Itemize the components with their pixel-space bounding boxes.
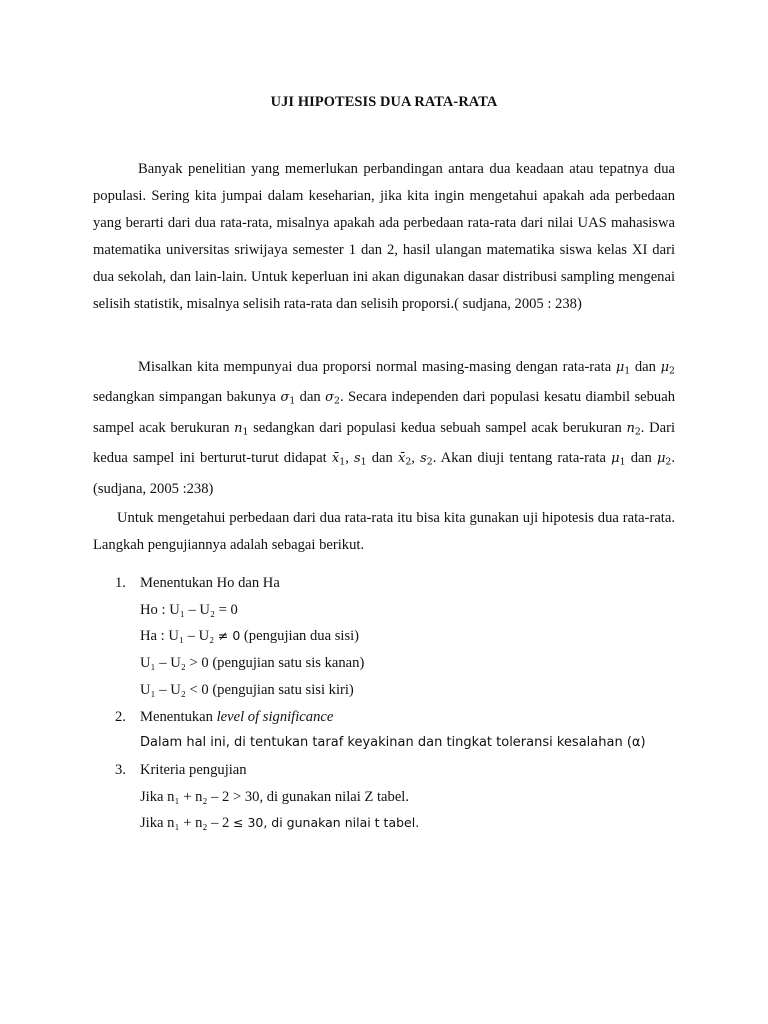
math-n-2: $n_2$ [626,420,641,438]
ho-line: Ho : U₁ – U₂ = 0 [140,601,238,618]
criteria-line-1: Jika n₁ + n₂ – 2 > 30, di gunakan nilai Z tabel. [140,788,410,805]
significance-detail: Dalam hal ini, di tentukan taraf keyakinan dan tingkat toleransi kesalahan (α) [140,735,646,751]
math-mu-1b: $\mu_1$ [611,451,626,468]
list-item-3: 3. Kriteria pengujian Jika n₁ + n₂ – 2 > 30, di gunakan nilai Z tabel. Jika n₁ + n₂ – 2 ≤ 30, di gunakan nilai t tabel. [115,757,675,837]
math-n-1: $n_1$ [234,420,249,438]
math-mu-2b: $\mu_2$ [656,451,672,468]
document-title: UJI HIPOTESIS DUA RATA-RATA [270,94,498,110]
math-sigma-1: $\sigma_1$ [280,390,296,407]
steps-list [115,570,675,837]
math-mu-2: $\mu_2$ [660,360,675,377]
math-xbar-2: $x̄_2$ [397,451,412,468]
criteria-line-2: Jika n₁ + n₂ – 2 ≤ 30, di gunakan nilai t tabel. [140,815,420,832]
list-item-2: 2. Menentukan level of significance Dalam hal ini, di tentukan taraf keyakinan dan tingkat toleransi kesalahan (α) [115,704,675,757]
right-tail-line: U₁ – U₂ > 0 (pengujian satu sis kanan) [140,655,365,672]
left-tail-line: U₁ – U₂ < 0 (pengujian satu sisi kiri) [140,681,354,698]
paragraph-steps-intro: Untuk mengetahui perbedaan dari dua rata-rata itu bisa kita gunakan uji hipotesis dua rata-rata. Langkah pengujiannya adalah sebagai berikut. [93,510,675,554]
ha-line: Ha : U₁ – U₂ ≠ 0 (pengujian dua sisi) [140,628,360,645]
math-s-1: $s_1$ [353,451,367,468]
math-xbar-1: $x̄_1$ [331,451,346,468]
math-sigma-2: $\sigma_2$ [325,390,340,407]
list-item-1: 1. Menentukan Ho dan Ha Ho : U₁ – U₂ = 0 Ha : U₁ – U₂ ≠ 0 (pengujian dua sisi) U₁ – U₂ > 0 (pengujian satu sis kanan) U₁ – U₂ < 0 (pengujian satu sisi kiri) [115,570,675,704]
paragraph-notation: Misalkan kita mempunyai dua proporsi normal masing-masing dengan rata-rata $\mu_1$ dan $\mu_2$ sedangkan simpangan bakunya $\sigma_1$ dan $\sigma_2$. Secara independen dari populasi kesatu diambil sebuah sampel acak berukuran $n_1$ sedangkan dari populasi kedua sebuah sampel acak berukuran $n_2$. Dari kedua sampel ini berturut-turut didapat $x̄_1$, $s_1$ dan $x̄_2$, $s_2$. Akan diuji tentang rata-rata $\mu_1$ dan $\mu_2$. (sudjana, 2005 :238) [93,359,676,497]
math-s-2: $s_2$ [420,451,433,468]
paragraph-intro: Banyak penelitian yang memerlukan perbandingan antara dua keadaan atau tepatnya dua populasi. Sering kita jumpai dalam keseharian, jika kita ingin mengetahui apakah ada perbedaan yang berarti dari dua rata-rata, misalnya apakah ada perbedaan rata-rata dari nilai UAS mahasiswa matematika universitas sriwijaya semester 1 dan 2, hasil ulangan matematika siswa kelas XI dari dua sekolah, dan lain-lain. Untuk keperluan ini akan digunakan dasar distribusi sampling mengenai selisih statistik, misalnya selisih rata-rata dan selisih proporsi.( sudjana, 2005 : 238) [93,161,675,313]
math-mu-1: $\mu_1$ [615,360,631,377]
